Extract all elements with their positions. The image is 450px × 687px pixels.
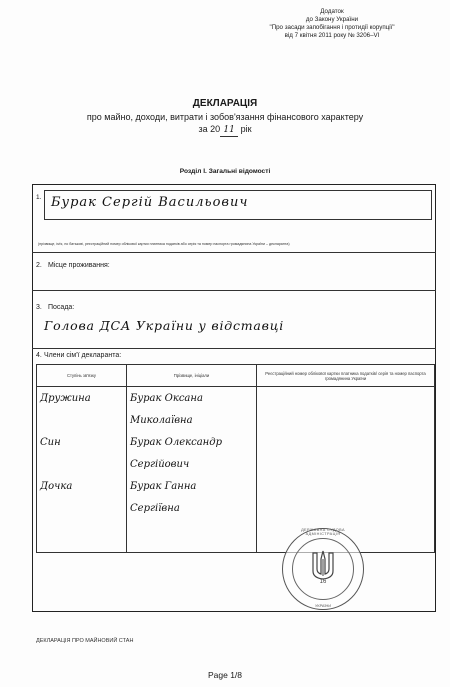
position-label: Посада: xyxy=(48,304,75,311)
row-number: 4. xyxy=(36,352,42,359)
member-name-handwritten: Сергіївна xyxy=(130,502,180,514)
official-stamp xyxy=(282,528,364,610)
relation-cell xyxy=(37,387,127,409)
table-row xyxy=(37,387,435,409)
id-cell xyxy=(257,497,435,519)
stamp-number: 16 xyxy=(319,579,327,585)
relation-handwritten: Дружина xyxy=(40,392,91,404)
name-cell xyxy=(127,497,257,519)
trident-emblem-icon xyxy=(310,549,336,581)
relation-handwritten: Син xyxy=(40,436,61,448)
page-number: Page 1/8 xyxy=(207,670,243,680)
column-header: Реєстраційний номер облікової картки платника податків/ серія та номер паспорта громадянина України xyxy=(257,365,435,387)
declarant-name-caption: (прізвище, ім'я, по батькові, реєстраційний номер облікової картки платника податків або серія та номер паспорта громадянина України – декларанта) xyxy=(38,242,290,246)
relation-cell xyxy=(37,475,127,497)
name-cell xyxy=(127,519,257,553)
name-cell xyxy=(127,453,257,475)
name-cell xyxy=(127,387,257,409)
footer-caption: ДЕКЛАРАЦІЯ ПРО МАЙНОВИЙ СТАН xyxy=(36,638,134,644)
table-row xyxy=(37,453,435,475)
handwritten-year: 11 xyxy=(220,124,238,137)
declarant-name-handwritten: Бурак Сергій Васильович xyxy=(51,195,249,210)
id-cell xyxy=(257,431,435,453)
relation-cell xyxy=(37,453,127,475)
subtitle-line: про майно, доходи, витрати і зобов'язання фінансового характеру xyxy=(86,112,364,122)
relation-handwritten: Дочка xyxy=(40,480,73,492)
table-header-row xyxy=(37,365,435,387)
name-cell xyxy=(127,431,257,453)
id-cell xyxy=(257,453,435,475)
name-cell xyxy=(127,475,257,497)
section-heading: Розділ І. Загальні відомості xyxy=(179,168,271,175)
table-row xyxy=(37,431,435,453)
subtitle-prefix: за 20 xyxy=(198,124,221,134)
name-cell xyxy=(127,409,257,431)
family-members-label: Члени сім'ї декларанта: xyxy=(44,352,122,359)
declarant-name-field xyxy=(44,190,432,220)
stamp-bottom-text: УКРАЇНИ xyxy=(315,604,331,608)
table-row xyxy=(37,519,435,553)
member-name-handwritten: Миколаївна xyxy=(130,414,193,426)
family-members-table xyxy=(36,364,435,553)
table-row xyxy=(37,497,435,519)
subtitle-suffix: рік xyxy=(240,124,252,134)
id-cell xyxy=(257,409,435,431)
table-row xyxy=(37,475,435,497)
divider xyxy=(32,348,436,349)
relation-cell xyxy=(37,409,127,431)
member-name-handwritten: Бурак Олександр xyxy=(130,436,223,448)
table-row xyxy=(37,409,435,431)
appendix-line: до Закону України xyxy=(305,16,359,23)
relation-cell xyxy=(37,431,127,453)
position-handwritten: Голова ДСА України у відставці xyxy=(44,318,285,333)
appendix-line: від 7 квітня 2011 року № 3206–VI xyxy=(284,32,380,39)
document-subtitle xyxy=(0,111,450,137)
relation-cell xyxy=(37,519,127,553)
appendix-line: "Про засади запобігання і протидії корупції" xyxy=(269,24,395,31)
row-number: 3. xyxy=(36,304,42,311)
column-header: Прізвище, ініціали xyxy=(127,365,257,387)
stamp-ring-text: ДЕРЖАВНА СУДОВА АДМІНІСТРАЦІЯ xyxy=(301,528,345,536)
member-name-handwritten: Сергійович xyxy=(130,458,190,470)
divider xyxy=(32,252,436,253)
id-cell xyxy=(257,387,435,409)
appendix-note xyxy=(232,8,432,40)
member-name-handwritten: Бурак Оксана xyxy=(130,392,203,404)
document-title: ДЕКЛАРАЦІЯ xyxy=(192,98,258,109)
id-cell xyxy=(257,475,435,497)
residence-label: Місце проживання: xyxy=(48,262,110,269)
row-number: 2. xyxy=(36,262,42,269)
member-name-handwritten: Бурак Ганна xyxy=(130,480,197,492)
row-number: 1. xyxy=(36,194,42,201)
subtitle-year-line xyxy=(0,123,450,137)
appendix-line: Додаток xyxy=(320,8,344,15)
divider xyxy=(32,290,436,291)
column-header: Ступінь зв'язку xyxy=(37,365,127,387)
relation-cell xyxy=(37,497,127,519)
